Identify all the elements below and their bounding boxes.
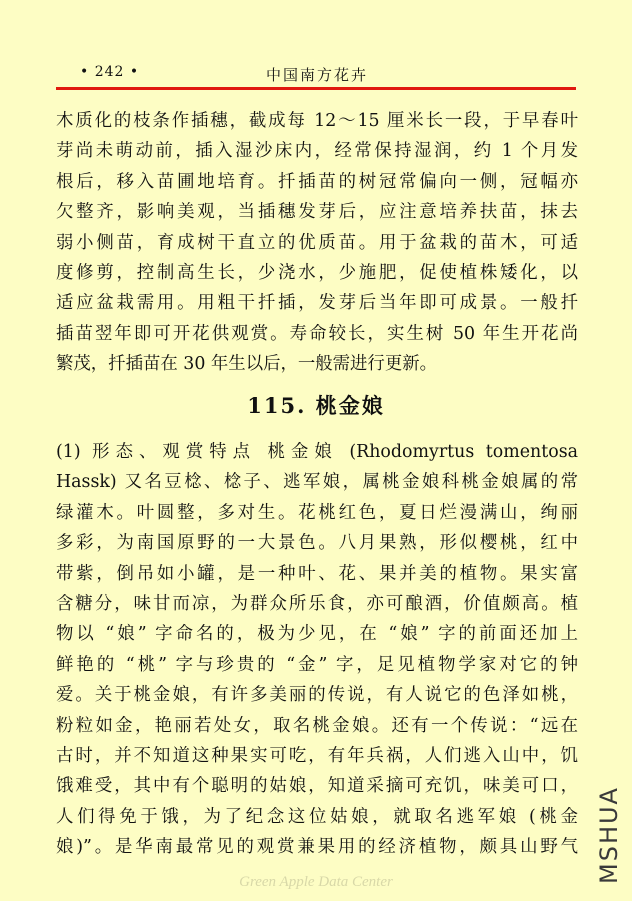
text-line: 鲜艳的 “桃” 字与珍贵的 “金” 字，足见植物学家对它的钟 (56, 654, 578, 675)
text-line: 适应盆栽需用。用粗干扦插，发芽后当年即可成景。一般扦 (56, 293, 578, 314)
text-line: 爱。关于桃金娘，有许多美丽的传说，有人说它的色泽如桃， (56, 685, 578, 706)
running-title: 中国南方花卉 (266, 66, 369, 84)
text-line: 含糖分，味甘而凉，为群众所乐食，亦可酿酒，价值颇高。植 (56, 593, 578, 614)
bottom-watermark: Green Apple Data Center (239, 874, 393, 890)
text-line: (1) 形态、观赏特点 桃金娘 (Rhodomyrtus tomentosa (56, 442, 578, 462)
side-watermark-text: MSHUA (595, 786, 623, 884)
paragraph-2 (56, 437, 578, 862)
text-line: 绿灌木。叶圆整，多对生。花桃红色，夏日烂漫满山，绚丽 (56, 502, 578, 523)
text-line: 粉粒如金，艳丽若处女，取名桃金娘。还有一个传说：“远在 (56, 715, 578, 736)
text-line: 物以 “娘” 字命名的，极为少见，在 “娘” 字的前面还加上 (56, 624, 578, 645)
text-line: 古时，并不知道这种果实可吃，有年兵祸，人们逃入山中，饥 (56, 745, 578, 766)
text-line: 繁茂，扦插苗在 30 年生以后，一般需进行更新。 (56, 354, 437, 375)
header-rule (56, 87, 576, 90)
text-line: 度修剪，控制高生长，少浇水，少施肥，促使植株矮化，以 (56, 262, 578, 283)
text-line: 人们得免于饿，为了纪念这位姑娘，就取名逃军娘 (桃金 (56, 806, 578, 827)
text-line: 娘)”。是华南最常见的观赏兼果用的经济植物，颇具山野气 (56, 837, 578, 858)
text-line: 带紫，倒吊如小罐，是一种叶、花、果并美的植物。果实富 (56, 563, 578, 584)
text-line: 多彩，为南国原野的一大景色。八月果熟，形似樱桃，红中 (56, 533, 578, 554)
text-line: 芽尚未萌动前，插入湿沙床内，经常保持湿润，约 1 个月发 (56, 141, 578, 162)
text-line: 插苗翌年即可开花供观赏。寿命较长，实生树 50 年生开花尚 (56, 323, 578, 344)
text-line: 根后，移入苗圃地培育。扦插苗的树冠常偏向一侧，冠幅亦 (56, 171, 578, 192)
text-line: 木质化的枝条作插穗，截成每 12～15 厘米长一段，于早春叶 (56, 111, 578, 131)
text-line: 欠整齐，影响美观，当插穗发芽后，应注意培养扶苗，抹去 (56, 202, 578, 223)
paragraph-1 (56, 106, 578, 380)
section-heading: 115. 桃金娘 (247, 393, 385, 418)
page-header (56, 64, 576, 86)
text-line: Hassk) 又名豆棯、棯子、逃军娘，属桃金娘科桃金娘属的常 (56, 472, 578, 493)
text-line: 弱小侧苗，育成树干直立的优质苗。用于盆栽的苗木，可适 (56, 232, 578, 253)
page-number: • 242 • (80, 64, 140, 80)
text-line: 饿难受，其中有个聪明的姑娘，知道采摘可充饥，味美可口， (56, 776, 578, 797)
